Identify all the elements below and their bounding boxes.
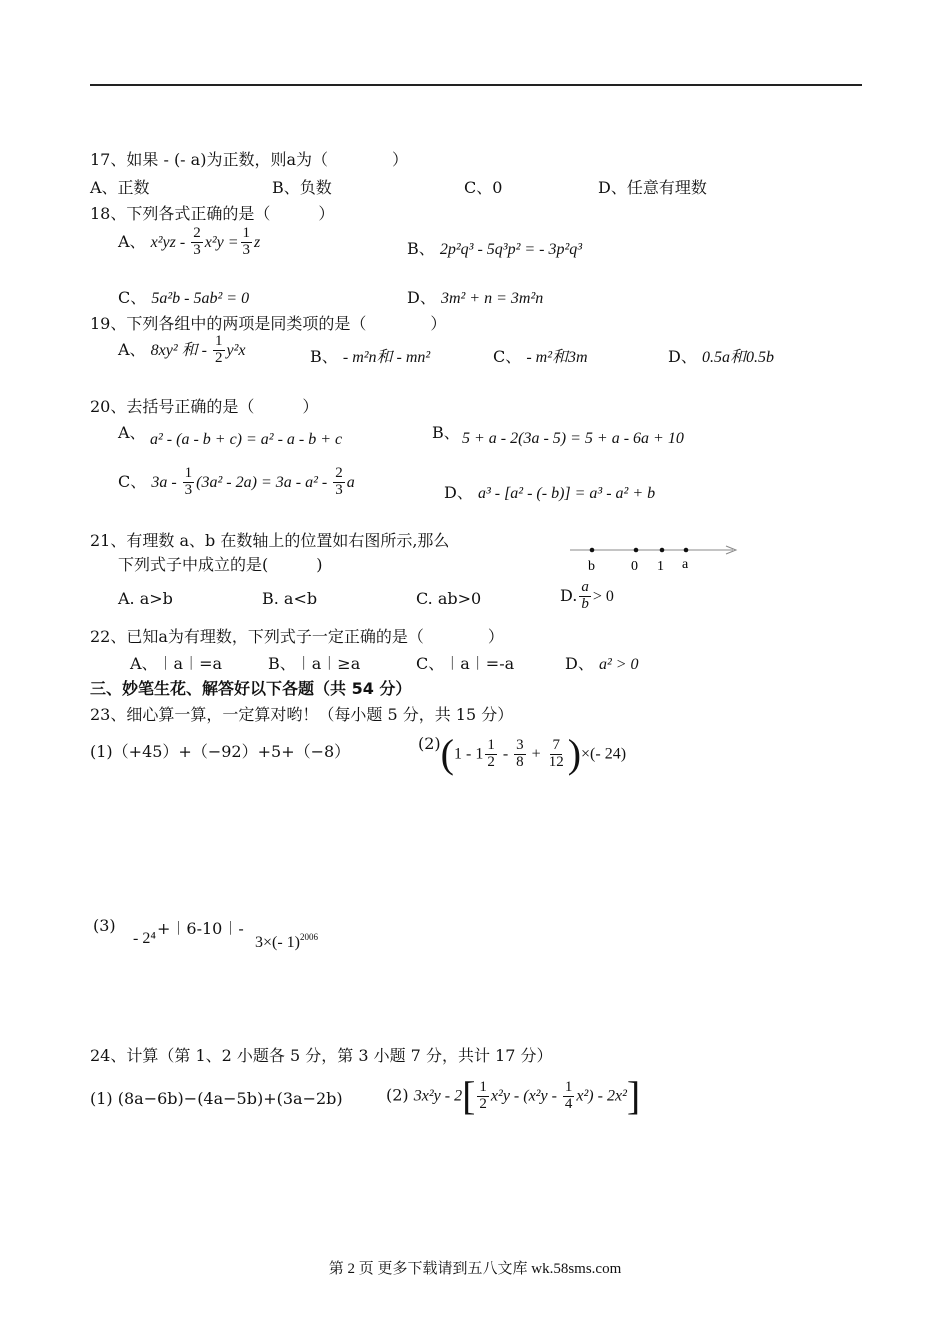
q18-option-a: A、 x²yz - $\frac{2}{3}$ x²y = $\frac{1}{3}$ z — [118, 225, 261, 258]
point-one — [660, 548, 665, 553]
q19-option-d: D、 0.5a和0.5b — [668, 347, 774, 366]
section3-heading: 三、妙笔生花、解答好以下各题（共 54 分） — [90, 679, 412, 698]
q20-option-b-label: B、 — [432, 423, 460, 442]
q17-stem: 17、如果 - (- a)为正数，则a为（ ） — [90, 150, 408, 169]
point-b — [590, 548, 595, 553]
q20-option-c: C、 3a - $\frac{1}{3}$ (3a² - 2a) = 3a - a² - $\frac{2}{3}$ a — [118, 465, 355, 498]
q23-part3-term1: - 2⁴ — [133, 930, 156, 947]
q23-part3-label: (3) — [93, 916, 116, 935]
q21-stem-line1: 21、有理数 a、b 在数轴上的位置如右图所示,那么 — [90, 531, 450, 550]
header-rule — [90, 84, 862, 86]
point-a — [684, 548, 689, 553]
q24-part2: (2) 3x²y - 2[ $\frac{1}{2}$ x²y - (x²y - $\frac{1}{4}$ x²) - 2x²] — [386, 1073, 641, 1118]
number-line-diagram — [568, 538, 740, 574]
q21-option-b: B. a<b — [262, 589, 318, 608]
q17-option-b: B、负数 — [272, 178, 332, 197]
q18-option-c: C、 5a²b - 5ab² = 0 — [118, 288, 250, 307]
q18-stem: 18、下列各式正确的是（ ） — [90, 204, 335, 223]
q20-option-d: D、 a³ - [a² - (- b)] = a³ - a² + b — [444, 483, 656, 502]
q17-option-a: A、正数 — [90, 178, 150, 197]
q17-option-d: D、任意有理数 — [598, 178, 707, 197]
q23-part2: (2)(1 - 1 $\frac{1}{2}$ - $\frac{3}{8}$ + $\frac{7}{12}$ )×(- 24) — [418, 731, 627, 776]
q23-stem: 23、细心算一算，一定算对哟！（每小题 5 分，共 15 分） — [90, 705, 514, 724]
q20-option-a: a² - (a - b + c) = a² - a - b + c — [150, 431, 343, 448]
q20-option-b: 5 + a - 2(3a - 5) = 5 + a - 6a + 10 — [462, 430, 684, 447]
q21-stem-line2: 下列式子中成立的是( ) — [118, 555, 323, 574]
q23-part1: (1)（+45）+（−92）+5+（−8） — [90, 742, 351, 761]
q22-option-d: D、 a² > 0 — [565, 654, 639, 673]
q19-stem: 19、下列各组中的两项是同类项的是（ ） — [90, 314, 447, 333]
q19-option-b: B、 - m²n和 - mn² — [310, 347, 431, 366]
q19-option-c: C、 - m²和3m — [493, 347, 588, 366]
label-b: b — [588, 559, 595, 574]
q20-option-a-label: A、 — [118, 423, 146, 442]
label-zero: 0 — [631, 559, 638, 574]
label-one: 1 — [657, 559, 664, 574]
q18-option-b: B、 2p²q³ - 5q³p² = - 3p²q³ — [407, 239, 583, 258]
q23-part3-term2: +︱6-10︱- — [157, 919, 244, 938]
q20-stem: 20、去括号正确的是（ ） — [90, 397, 319, 416]
q22-option-b: B、︱a︱≥a — [268, 654, 361, 673]
q21-option-d: D. $\frac{a}{b}$ > 0 — [560, 579, 614, 612]
q18-option-d: D、 3m² + n = 3m²n — [407, 288, 544, 307]
point-zero — [634, 548, 639, 553]
q22-option-c: C、︱a︱=-a — [416, 654, 515, 673]
page-footer: 第 2 页 更多下载请到五八文库 wk.58sms.com — [328, 1261, 622, 1277]
q24-stem: 24、计算（第 1、2 小题各 5 分，第 3 小题 7 分，共计 17 分） — [90, 1046, 553, 1065]
q17-option-c: C、0 — [464, 178, 503, 197]
label-a: a — [682, 557, 689, 572]
q21-option-a: A. a>b — [118, 589, 173, 608]
q24-part1: (1) (8a−6b)−(4a−5b)+(3a−2b) — [90, 1089, 343, 1108]
q21-option-c: C. ab>0 — [416, 589, 482, 608]
q23-part3-term3: 3×(- 1)$^{2006}$ — [255, 932, 319, 951]
q22-option-a: A、︱a︱=a — [130, 654, 223, 673]
q19-option-a: A、 8xy² 和 - $\frac{1}{2}$ y²x — [118, 333, 246, 366]
q22-stem: 22、已知a为有理数，下列式子一定正确的是（ ） — [90, 627, 504, 646]
